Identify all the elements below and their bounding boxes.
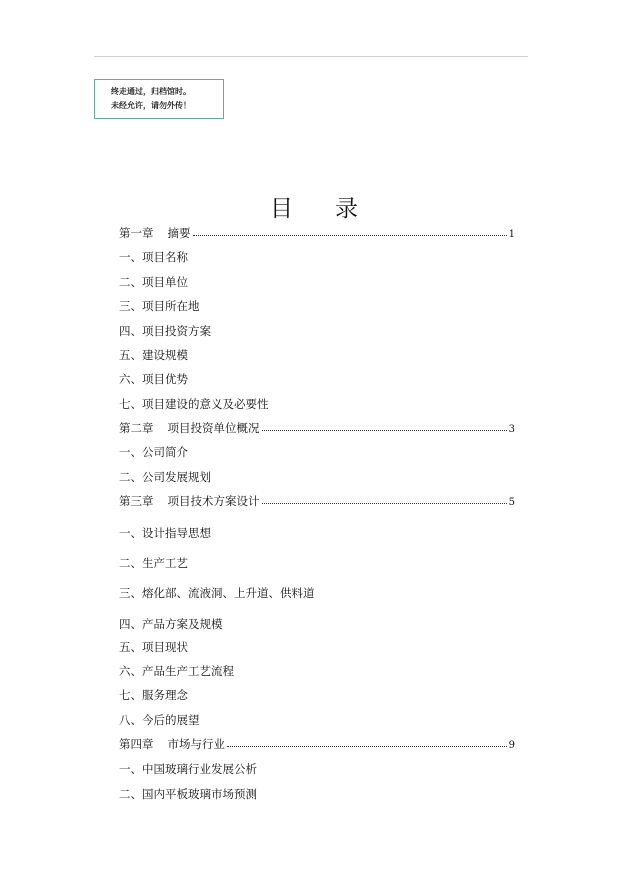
stamp-line-1: 终走通过，归档馆时。 [111,87,191,96]
toc-item[interactable]: 六、项目优势 [119,372,188,386]
toc-chapter-2[interactable] [119,421,515,437]
header-rule [94,56,528,57]
toc-chapter-4[interactable] [119,737,515,753]
chapter-title: 市场与行业 [167,737,225,751]
page-number: 5 [508,497,515,508]
dot-leader [193,235,507,236]
dot-leader [262,503,507,504]
stamp-line-2: 未经允许，请勿外传！ [111,101,191,110]
toc-item[interactable]: 五、建设规模 [119,348,188,362]
toc-item[interactable]: 一、中国玻璃行业发展公析 [119,762,257,776]
toc-item[interactable]: 二、国内平板玻璃市场预测 [119,787,257,801]
toc-item[interactable]: 二、公司发展规划 [119,470,211,484]
chapter-title: 摘要 [167,226,191,240]
chapter-title: 项目投资单位概况 [167,421,260,435]
chapter-number: 第四章 [119,737,154,751]
chapter-title: 项目技术方案设计 [167,494,260,508]
toc-chapter-1[interactable] [119,226,515,242]
toc-title: 目录 [270,196,400,222]
toc-item[interactable]: 一、设计指导思想 [119,526,211,540]
toc-item[interactable]: 二、项目单位 [119,275,188,289]
dot-leader [227,746,507,747]
toc-item[interactable]: 四、产品方案及规模 [119,617,223,631]
toc-item[interactable]: 一、项目名称 [119,250,188,264]
chapter-number: 第三章 [119,494,154,508]
toc-item[interactable]: 四、项目投资方案 [119,324,211,338]
toc-item[interactable]: 八、今后的展望 [119,713,200,727]
toc-item[interactable]: 七、服务理念 [119,688,188,702]
toc-item[interactable]: 二、生产工艺 [119,556,188,570]
toc-item[interactable]: 三、熔化部、流液洞、上升道、供料道 [119,586,315,600]
toc-item[interactable]: 六、产品生产工艺流程 [119,664,234,678]
confidential-stamp [94,79,224,119]
page-number: 1 [508,229,515,240]
chapter-number: 第一章 [119,226,154,240]
toc-item[interactable]: 三、项目所在地 [119,299,200,313]
page-number: 3 [508,424,515,435]
page-number: 9 [508,740,515,751]
toc-item[interactable]: 一、公司简介 [119,445,188,459]
toc-item[interactable]: 七、项目建设的意义及必要性 [119,397,269,411]
toc-chapter-3[interactable] [119,494,515,510]
chapter-number: 第二章 [119,421,154,435]
dot-leader [262,430,507,431]
toc-item[interactable]: 五、项目现状 [119,640,188,654]
